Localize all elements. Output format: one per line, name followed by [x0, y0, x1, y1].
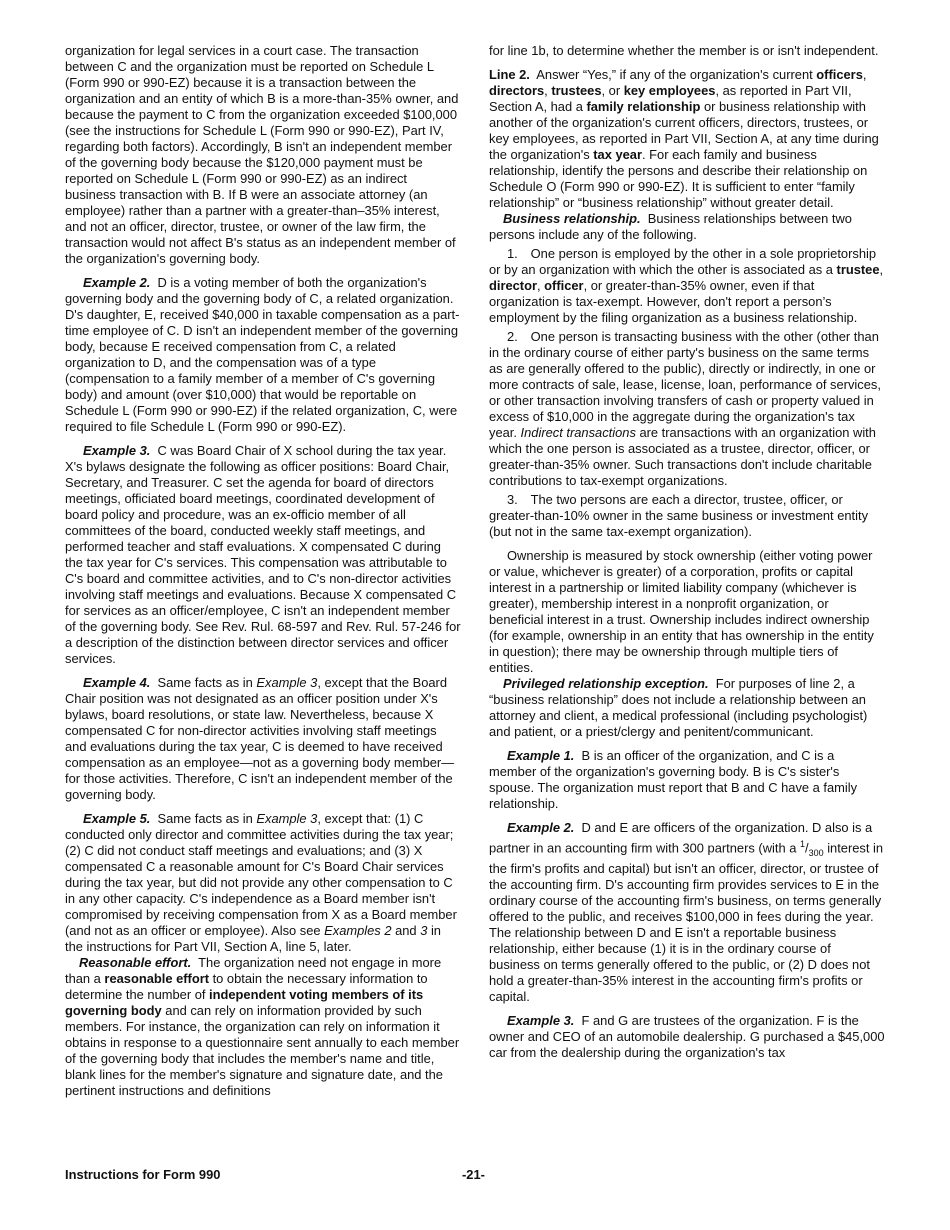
line-2-sep-2: , [544, 83, 552, 98]
fraction-denominator: 300 [808, 847, 824, 858]
privileged-relationship-text: For purposes of line 2, a “business relationship” does not include a relationship between an attorney and client, a medical professional (including psychologist) and patient, or a priest/clergy and penitent/communicant. [489, 676, 868, 739]
business-relationship-heading: Business relationship. [503, 211, 641, 226]
business-relationship-text: Business relationships between two persons include any of the following. [489, 211, 852, 242]
numbered-item-3: 3. The two persons are each a director, trustee, officer, or greater-than-10% owner in the same business or investment entity (but not in the same tax-exempt organization). [489, 492, 869, 539]
ownership-paragraph: Ownership is measured by stock ownership (either voting power or value, whichever is greater) of a corporation, profits or capital interest in a partnership or limited liability company (whichever is greater), membership interest in a nonprofit organization, or beneficial interest in a trust. Ownership includes indirect ownership (for example, ownership in an entity that has ownership in the entity in question); there may be ownership through multiple tiers of entities. [489, 548, 874, 675]
example-2-text: D is a voting member of both the organization's governing body and the governing body of C, a related organization. D's daughter, E, received $40,000 in taxable compensation as a part-time employee of C. D isn't an independent member of the governing body, because E received compensation from C, a related organization to D, and the compensation was of a type (compensation to a family member of a member of C's governing body) and amount (over $10,000) that would be reportable on Schedule L (Form 990 or 990-EZ) if the related organization, C, were required to file Schedule L (Form 990 or 990-EZ). [65, 275, 460, 434]
line-2-text-a: Answer “Yes,” if any of the organization's current [536, 67, 817, 82]
paragraph-line-1b-continuation: for line 1b, to determine whether the member is or isn't independent. [489, 43, 879, 58]
numbered-item-2 [489, 329, 885, 489]
right-example-3-paragraph [489, 1013, 885, 1061]
item-1-sep-2: , [537, 278, 545, 293]
reasonable-effort-text-a: The organization need not engage in more than a [65, 955, 442, 986]
example-3-text: C was Board Chair of X school during the tax year. X's bylaws designate the following as officer positions: Board Chair, Secretary, and Treasurer. C set the agenda for board of directors meetings, officiated board meetings, coordinated development of board policy and procedure, was an ex-officio member of all committees of the board, conducted weekly staff meetings, and performed teacher and staff evaluations. X compensated C during the tax year for C's services. This compensation was attributable to C's board and committee activities, and to C's non-director activities involving staff meetings and evaluations. Because X compensated C for services as an officer/employee, C isn't an independent member of the governing body. See Rev. Rul. 68-597 and Rev. Rul. 57-246 for a description of the distinction between director services and officer services. [65, 443, 461, 666]
reasonable-effort-paragraph [65, 955, 461, 1099]
example-2-heading: Example 2. [83, 275, 151, 290]
example-5-text-c: in the instructions for Part VII, Section A, line 5, later. [65, 923, 441, 954]
business-relationship-paragraph [489, 211, 885, 243]
privileged-relationship-heading: Privileged relationship exception. [503, 676, 709, 691]
item-2-indirect-transactions: Indirect transactions [520, 425, 636, 440]
example-5-paragraph [65, 811, 461, 955]
example-5-text-a: Same facts as in [157, 811, 257, 826]
line-2-heading: Line 2. [489, 67, 530, 82]
right-example-1-heading: Example 1. [507, 748, 575, 763]
example-5-heading: Example 5. [83, 811, 151, 826]
example-4-heading: Example 4. [83, 675, 151, 690]
example-4-text-a: Same facts as in [157, 675, 257, 690]
privileged-relationship-paragraph [489, 676, 885, 740]
example-4-paragraph [65, 675, 461, 803]
line-2-sep-1: , [862, 67, 867, 82]
line-2-text-d: , as reported in Part VII, Section A, had a [489, 83, 852, 114]
line-2-tax-year: tax year [593, 147, 642, 162]
footer-page-number: -21- [462, 1167, 485, 1182]
example-3-paragraph [65, 443, 461, 667]
left-column [65, 43, 461, 1099]
item-1-sep-1: , [879, 262, 884, 277]
line-2-family-relationship: family relationship [586, 99, 701, 114]
line-2-text-f: . For each family and business relationship, identify the persons and describe their relationship on Schedule O (Form 990 or 990-EZ). It is sufficient to enter “family relationship” or “business relationship” without greater detail. [489, 147, 868, 210]
right-example-3-text: F and G are trustees of the organization. F is the owner and CEO of an automobile dealership. G purchased a $45,000 car from the dealership during the organization's tax [489, 1012, 885, 1060]
example-4-text-b: , except that the Board Chair position was not designated as an officer position under X's bylaws, board resolutions, or state law. Nevertheless, because X compensated C for non-director activities involving staff meetings and evaluations during the tax year, C is deemed to have received compensation as an employee—not as a governing body member— for those activities. Therefore, C isn't an independent member of the governing body. [65, 675, 455, 802]
item-1-trustee: trustee [836, 262, 880, 277]
reasonable-effort-text-d: and can rely on information provided by such members. For instance, the organization can rely on information it obtains in response to a questionnaire sent annually to each member of the governing body that includes the member's name and title, blank lines for the member's signature and signature date, and the pertinent instructions and definitions [65, 1003, 460, 1098]
right-example-2-paragraph [489, 820, 885, 1005]
right-example-2-heading: Example 2. [507, 820, 575, 835]
line-2-directors: directors [489, 83, 545, 98]
fraction-numerator: 1 [799, 839, 805, 849]
independent-voting-members-bold: independent voting members of its governing body [65, 987, 424, 1018]
item-2-text-b: are transactions with an organization with which the one person is associated as a trustee, director, officer, or greater-than-35% owner. Such transactions don't include charitable contributions to tax-exempt organizations. [489, 425, 876, 488]
example-3-heading: Example 3. [83, 443, 151, 458]
reasonable-effort-text-c: to obtain the necessary information to determine the number of [65, 971, 428, 1002]
example-5-reference-3: 3 [420, 923, 428, 938]
fraction-slash: / [804, 840, 809, 856]
right-example-3-heading: Example 3. [507, 1012, 575, 1028]
footer-document-title: Instructions for Form 990 [65, 1167, 221, 1182]
line-2-key-employees: key employees [623, 83, 716, 98]
reasonable-effort-bold: reasonable effort [104, 971, 210, 986]
example-5-reference-2: Examples 2 [324, 923, 392, 938]
reasonable-effort-heading: Reasonable effort. [79, 955, 192, 970]
right-example-1-text: B is an officer of the organization, and C is a member of the organization's governing body. B is C's sister's spouse. The organization must report that B and C have a family relationship. [489, 748, 858, 811]
numbered-item-1 [489, 246, 885, 326]
item-1-officer: officer [544, 278, 584, 293]
item-1-text-a: 1. One person is employed by the other in a sole proprietorship or by an organization with which the other is associated as a [489, 246, 877, 277]
line-2-trustees: trustees [551, 83, 602, 98]
line-2-paragraph [489, 67, 885, 211]
right-column [489, 43, 885, 1061]
example-4-reference: Example 3 [256, 675, 318, 690]
right-example-2-text-b: interest in the firm's profits and capital) but isn't an officer, director, or trustee of the accounting firm. D's accounting firm provides services to E in the ordinary course of the accounting firm's business, on terms generally offered to the public, and receives $100,000 in fees during the year. The relationship between D and E isn't a reportable business relationship, either because (1) it is in the ordinary course of business on terms generally offered to the public, or (2) D does not hold a greater-than-35% interest in the accounting firm's profits or capital. [489, 840, 884, 1004]
example-2-paragraph [65, 275, 461, 435]
item-1-text-d: , or greater-than-35% owner, even if that organization is tax-exempt. However, don't report a person’s employment by the filing organization as a business relationship. [489, 278, 858, 325]
right-example-2-text-a: D and E are officers of the organization. D also is a partner in an accounting firm with 300 partners (with a [489, 820, 873, 856]
line-2-officers: officers [816, 67, 863, 82]
item-2-text-a: 2. One person is transacting business with the other (other than in the ordinary course of either party's business on the same terms as are generally offered to the public), directly or indirectly, in one or more contracts of sale, lease, license, loan, performance of services, or other transaction involving transfers of cash or property valued in excess of $10,000 in the aggregate during the organization's tax year. [489, 329, 881, 440]
example-5-text-b: , except that: (1) C conducted only director and committee activities during the tax year; (2) C did not conduct staff meetings and evaluations; and (3) X compensated C a reasonable amount for C's Board Chair services during the tax year, but did not provide any other compensation to C in any other capacity. C's independence as a Board member isn't compromised by receiving compensation from X as a Board member (and not as an officer or employee). Also see [65, 811, 457, 938]
line-2-text-e: or business relationship with another of the organization's current officers, directors, trustees, or key employees, as reported in Part VII, Section A, at any time during the organization's [489, 99, 879, 162]
item-1-director: director [489, 278, 537, 293]
right-example-1-paragraph [489, 748, 885, 812]
example-5-and: and [391, 923, 421, 938]
paragraph-legal-services: organization for legal services in a court case. The transaction between C and the organization must be reported on Schedule L (Form 990 or 990-EZ) because it is a transaction between the organization and an entity of which B is a more-than-35% owner, and because the payment to C from the organization exceeded $100,000 (see the instructions for Schedule L (Form 990 or 990-EZ), Part IV, regarding both factors). Accordingly, B isn't an independent member of the governing body because the $120,000 payment must be reported on Schedule L (Form 990 or 990-EZ) as an indirect business transaction with B. If B were an associate attorney (an employee) rather than a partner with a greater-than–35% interest, and not an officer, director, trustee, or owner of the law firm, the transaction would not affect B's status as an independent member of the organization's governing body. [65, 43, 459, 266]
example-5-reference: Example 3 [256, 811, 318, 826]
line-2-sep-3: , or [601, 83, 624, 98]
